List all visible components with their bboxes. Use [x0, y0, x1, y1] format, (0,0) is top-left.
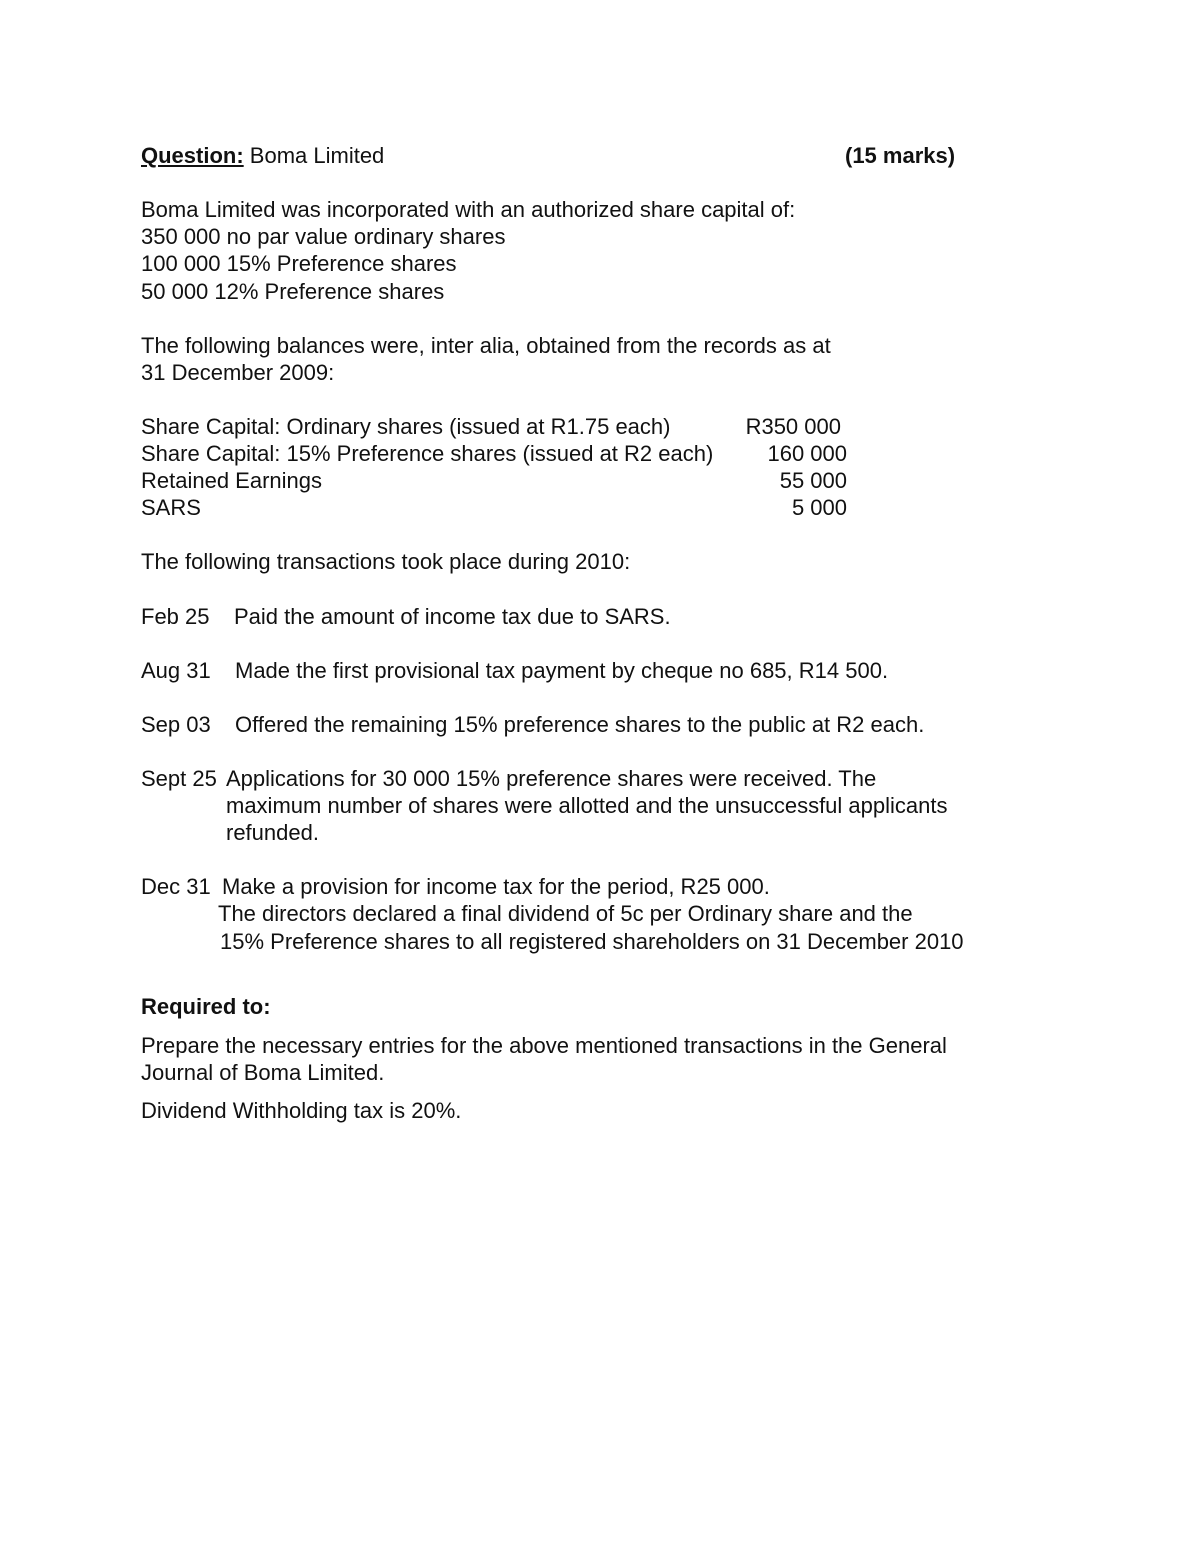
required-heading: Required to: [141, 994, 271, 1019]
transaction-text: Offered the remaining 15% preference shares to the public at R2 each. [235, 712, 925, 737]
balance-label: Share Capital: 15% Preference shares (issued at R2 each) [141, 441, 714, 466]
intro-line: 50 000 12% Preference shares [141, 279, 445, 304]
question-title [141, 142, 384, 169]
transactions-intro: The following transactions took place during 2010: [141, 549, 631, 574]
question-label: Question: [141, 143, 244, 168]
transaction-text: 15% Preference shares to all registered shareholders on 31 December 2010 [220, 929, 964, 954]
balance-amount: 5 000 [791, 495, 847, 520]
transaction-text: Paid the amount of income tax due to SARS. [234, 604, 671, 629]
required-line: Dividend Withholding tax is 20%. [141, 1098, 462, 1123]
transaction-text: The directors declared a final dividend of 5c per Ordinary share and the [218, 901, 913, 926]
balance-label: Retained Earnings [141, 468, 323, 493]
balances-intro-line: The following balances were, inter alia, obtained from the records as at [141, 333, 831, 358]
transaction-text: refunded. [226, 820, 319, 845]
balance-amount: 55 000 [779, 468, 847, 493]
transaction-date: Feb 25 [141, 604, 210, 629]
balances-intro-line: 31 December 2009: [141, 360, 335, 385]
question-marks: (15 marks) [845, 143, 956, 168]
transaction-date: Sep 03 [141, 712, 211, 737]
required-line: Journal of Boma Limited. [141, 1060, 385, 1085]
transaction-text: maximum number of shares were allotted and the unsuccessful applicants [226, 793, 948, 818]
transaction-date: Dec 31 [141, 874, 211, 899]
required-line: Prepare the necessary entries for the above mentioned transactions in the General [141, 1033, 947, 1058]
transaction-text: Made the first provisional tax payment by cheque no 685, R14 500. [235, 658, 889, 683]
transaction-text: Make a provision for income tax for the period, R25 000. [222, 874, 770, 899]
transaction-text: Applications for 30 000 15% preference shares were received. The [226, 766, 877, 791]
transaction-date: Sept 25 [141, 766, 217, 791]
question-company-name: Boma Limited [243, 143, 385, 168]
balance-amount: 160 000 [767, 441, 847, 466]
balance-amount: R350 000 [745, 414, 841, 439]
balance-label: Share Capital: Ordinary shares (issued at R1.75 each) [141, 414, 671, 439]
balance-label: SARS [141, 495, 201, 520]
intro-line: Boma Limited was incorporated with an authorized share capital of: [141, 197, 796, 222]
intro-line: 350 000 no par value ordinary shares [141, 224, 506, 249]
transaction-date: Aug 31 [141, 658, 211, 683]
intro-line: 100 000 15% Preference shares [141, 251, 457, 276]
